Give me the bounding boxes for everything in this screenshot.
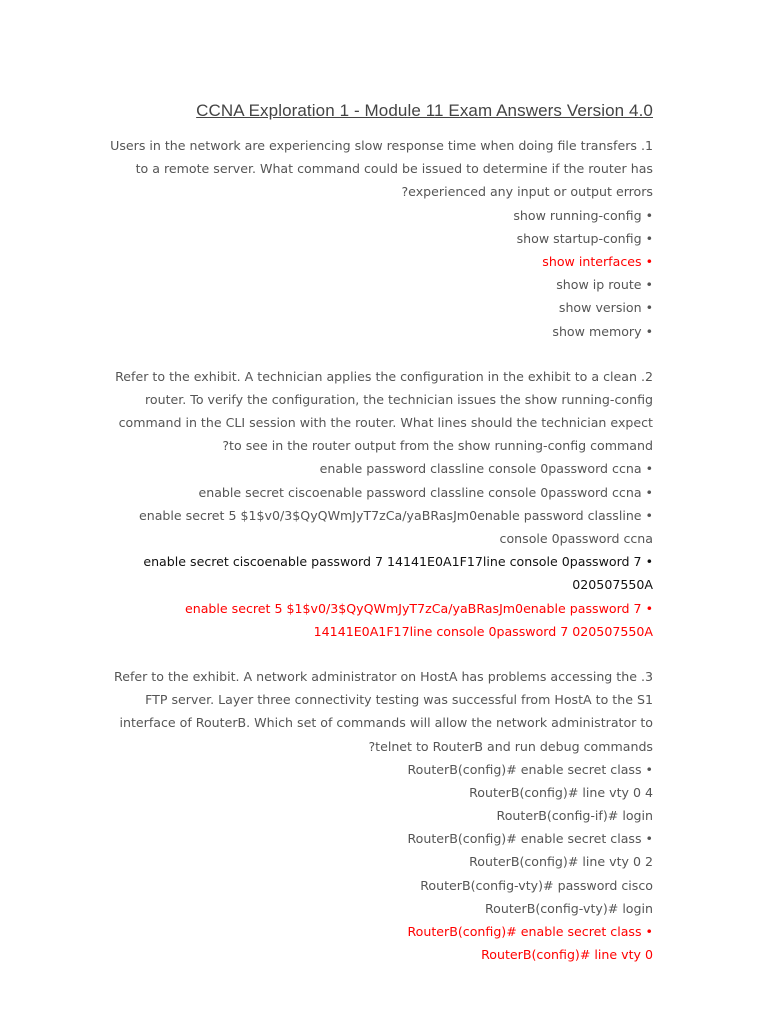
question-text-line: Refer to the exhibit. A technician applies the configuration in the exhibit to a clean .2 [115,368,653,384]
answer-option: RouterB(config)# enable secret class • [407,761,653,777]
question-text-line: FTP server. Layer three connectivity testing was successful from HostA to the S1 [145,692,653,708]
question-text-line: ?experienced any input or output errors [401,184,653,200]
question-text-line: Users in the network are experiencing slow response time when doing file transfers .1 [110,138,653,153]
correct-answer-option: RouterB(config)# enable secret class • [407,924,653,939]
answer-option: RouterB(config-vty)# password cisco [420,877,653,893]
answer-option: show startup-config • [516,230,653,246]
correct-answer-option: enable secret 5 $1$v0/3$QyQWmJyT7zCa/yaBRasJm0enable password 7 • [184,600,653,616]
spacer [100,643,653,665]
question-2 [100,365,653,643]
answer-option: enable password classline console 0password ccna • [319,461,653,477]
document-body [100,134,653,966]
answer-option: RouterB(config)# enable secret class • [407,831,653,847]
question-text-line: to a remote server. What command could be issued to determine if the router has [135,161,653,177]
question-text-line: ?to see in the router output from the show running-config command [222,438,653,454]
document-title: CCNA Exploration 1 - Module 11 Exam Answers Version 4.0 [196,101,653,120]
answer-option: console 0password ccna [499,531,653,546]
answer-option: show version • [558,300,653,316]
correct-answer-option: 14141E0A1F17line console 0password 7 020507550A [313,623,653,639]
answer-option: enable secret 5 $1$v0/3$QyQWmJyT7zCa/yaBRasJm0enable password classline • [138,507,653,523]
question-text-line: router. To verify the configuration, the technician issues the show running-config [144,391,653,407]
question-text-line: interface of RouterB. Which set of commands will allow the network administrator to [119,715,653,731]
question-1 [100,134,653,343]
correct-answer-option: RouterB(config)# line vty 0 [481,947,653,963]
answer-option: 020507550A [572,577,653,593]
question-text-line: command in the CLI session with the router. What lines should the technician expect [118,415,653,431]
answer-option: RouterB(config)# line vty 0 2 [469,854,653,870]
spacer [100,343,653,365]
answer-option: show ip route • [556,277,653,293]
answer-option: enable secret ciscoenable password classline console 0password ccna • [198,484,653,500]
question-text-line: ?telnet to RouterB and run debug commands [368,738,653,754]
answer-option: show memory • [552,323,653,339]
answer-option: show running-config • [513,207,653,223]
answer-option: enable secret ciscoenable password 7 14141E0A1F17line console 0password 7 • [143,554,653,570]
question-3 [100,665,653,966]
correct-answer-option: show interfaces • [542,253,653,269]
answer-option: RouterB(config-vty)# login [484,900,653,916]
answer-option: RouterB(config-if)# login [496,808,653,824]
question-text-line: Refer to the exhibit. A network administrator on HostA has problems accessing the .3 [114,668,653,684]
answer-option: RouterB(config)# line vty 0 4 [469,784,653,800]
